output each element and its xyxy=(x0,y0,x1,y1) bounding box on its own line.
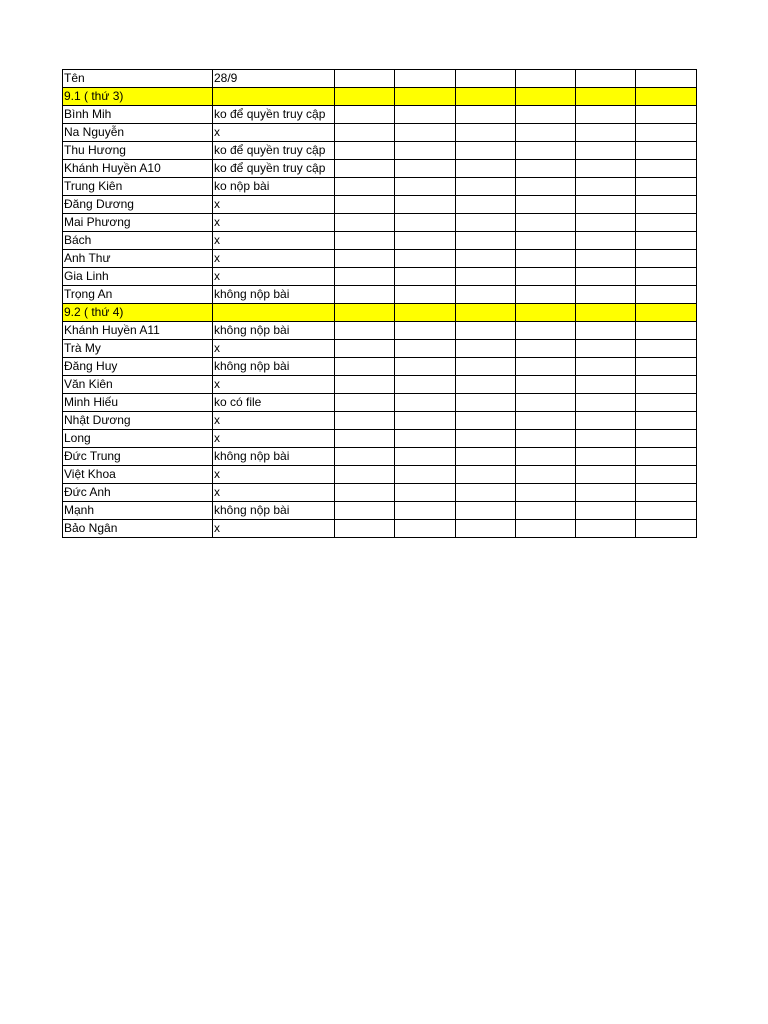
empty-cell[interactable] xyxy=(455,178,515,196)
empty-cell[interactable] xyxy=(515,196,575,214)
student-name-cell[interactable]: Đức Trung xyxy=(63,448,213,466)
empty-cell[interactable] xyxy=(335,376,395,394)
empty-cell[interactable] xyxy=(576,376,636,394)
header-date-cell[interactable]: 28/9 xyxy=(213,70,335,88)
student-row xyxy=(63,268,697,286)
empty-cell[interactable] xyxy=(455,358,515,376)
student-row xyxy=(63,430,697,448)
status-cell[interactable]: x xyxy=(213,250,335,268)
empty-cell[interactable] xyxy=(335,196,395,214)
empty-cell[interactable] xyxy=(515,268,575,286)
empty-cell[interactable] xyxy=(515,358,575,376)
empty-cell[interactable] xyxy=(636,268,696,286)
student-name-cell[interactable]: Anh Thư xyxy=(63,250,213,268)
status-cell[interactable] xyxy=(213,304,335,322)
status-cell[interactable]: x xyxy=(213,412,335,430)
empty-cell[interactable] xyxy=(515,340,575,358)
empty-cell[interactable] xyxy=(335,430,395,448)
empty-cell[interactable] xyxy=(455,232,515,250)
empty-cell[interactable] xyxy=(395,178,455,196)
status-cell[interactable]: x xyxy=(213,484,335,502)
empty-cell[interactable] xyxy=(576,196,636,214)
empty-cell[interactable] xyxy=(576,340,636,358)
header-row xyxy=(63,70,697,88)
empty-cell[interactable] xyxy=(576,70,636,88)
empty-cell[interactable] xyxy=(335,466,395,484)
empty-cell[interactable] xyxy=(636,376,696,394)
student-row xyxy=(63,502,697,520)
student-row xyxy=(63,466,697,484)
empty-cell[interactable] xyxy=(455,142,515,160)
empty-cell[interactable] xyxy=(395,358,455,376)
empty-cell[interactable] xyxy=(576,412,636,430)
empty-cell[interactable] xyxy=(515,466,575,484)
empty-cell[interactable] xyxy=(455,304,515,322)
student-name-cell[interactable]: Đức Anh xyxy=(63,484,213,502)
empty-cell[interactable] xyxy=(395,124,455,142)
empty-cell[interactable] xyxy=(455,268,515,286)
status-cell[interactable]: x xyxy=(213,124,335,142)
status-cell[interactable]: x xyxy=(213,376,335,394)
empty-cell[interactable] xyxy=(395,520,455,538)
header-name-cell[interactable]: Tên xyxy=(63,70,213,88)
empty-cell[interactable] xyxy=(335,286,395,304)
empty-cell[interactable] xyxy=(455,88,515,106)
empty-cell[interactable] xyxy=(395,214,455,232)
empty-cell[interactable] xyxy=(455,124,515,142)
empty-cell[interactable] xyxy=(335,520,395,538)
empty-cell[interactable] xyxy=(335,232,395,250)
empty-cell[interactable] xyxy=(335,70,395,88)
empty-cell[interactable] xyxy=(455,322,515,340)
empty-cell[interactable] xyxy=(515,124,575,142)
empty-cell[interactable] xyxy=(636,178,696,196)
empty-cell[interactable] xyxy=(455,196,515,214)
status-cell[interactable]: không nộp bài xyxy=(213,502,335,520)
empty-cell[interactable] xyxy=(515,322,575,340)
empty-cell[interactable] xyxy=(335,106,395,124)
empty-cell[interactable] xyxy=(455,160,515,178)
status-cell[interactable]: x xyxy=(213,466,335,484)
empty-cell[interactable] xyxy=(636,286,696,304)
group-header-row xyxy=(63,304,697,322)
empty-cell[interactable] xyxy=(395,502,455,520)
empty-cell[interactable] xyxy=(515,502,575,520)
student-name-cell[interactable]: Bách xyxy=(63,232,213,250)
student-name-cell[interactable]: Khánh Huyền A10 xyxy=(63,160,213,178)
empty-cell[interactable] xyxy=(636,448,696,466)
student-row xyxy=(63,376,697,394)
empty-cell[interactable] xyxy=(335,214,395,232)
student-name-cell[interactable]: Trà My xyxy=(63,340,213,358)
status-cell[interactable]: x xyxy=(213,520,335,538)
status-cell[interactable]: ko nộp bài xyxy=(213,178,335,196)
status-cell[interactable]: không nộp bài xyxy=(213,322,335,340)
empty-cell[interactable] xyxy=(576,286,636,304)
empty-cell[interactable] xyxy=(576,250,636,268)
empty-cell[interactable] xyxy=(515,412,575,430)
empty-cell[interactable] xyxy=(455,448,515,466)
student-name-cell[interactable]: Mạnh xyxy=(63,502,213,520)
empty-cell[interactable] xyxy=(636,502,696,520)
status-cell[interactable]: ko có file xyxy=(213,394,335,412)
status-cell[interactable]: ko để quyền truy cập xyxy=(213,106,335,124)
empty-cell[interactable] xyxy=(576,394,636,412)
empty-cell[interactable] xyxy=(335,142,395,160)
empty-cell[interactable] xyxy=(515,286,575,304)
empty-cell[interactable] xyxy=(395,394,455,412)
empty-cell[interactable] xyxy=(395,340,455,358)
empty-cell[interactable] xyxy=(576,214,636,232)
empty-cell[interactable] xyxy=(515,160,575,178)
empty-cell[interactable] xyxy=(636,232,696,250)
student-name-cell[interactable]: Nhật Dương xyxy=(63,412,213,430)
empty-cell[interactable] xyxy=(515,250,575,268)
empty-cell[interactable] xyxy=(576,520,636,538)
empty-cell[interactable] xyxy=(395,232,455,250)
empty-cell[interactable] xyxy=(455,502,515,520)
empty-cell[interactable] xyxy=(576,106,636,124)
student-name-cell[interactable]: Gia Linh xyxy=(63,268,213,286)
empty-cell[interactable] xyxy=(576,142,636,160)
empty-cell[interactable] xyxy=(636,88,696,106)
empty-cell[interactable] xyxy=(335,412,395,430)
empty-cell[interactable] xyxy=(335,304,395,322)
empty-cell[interactable] xyxy=(636,466,696,484)
empty-cell[interactable] xyxy=(576,484,636,502)
student-name-cell[interactable]: Trung Kiên xyxy=(63,178,213,196)
student-row xyxy=(63,322,697,340)
student-row xyxy=(63,484,697,502)
student-row xyxy=(63,358,697,376)
status-cell[interactable]: x xyxy=(213,340,335,358)
group-label-cell[interactable]: 9.1 ( thứ 3) xyxy=(63,88,213,106)
student-row xyxy=(63,142,697,160)
empty-cell[interactable] xyxy=(395,412,455,430)
empty-cell[interactable] xyxy=(636,394,696,412)
empty-cell[interactable] xyxy=(576,466,636,484)
empty-cell[interactable] xyxy=(395,448,455,466)
empty-cell[interactable] xyxy=(515,448,575,466)
status-cell[interactable]: ko để quyền truy cập xyxy=(213,160,335,178)
empty-cell[interactable] xyxy=(636,340,696,358)
empty-cell[interactable] xyxy=(515,70,575,88)
student-name-cell[interactable]: Mai Phương xyxy=(63,214,213,232)
empty-cell[interactable] xyxy=(335,268,395,286)
empty-cell[interactable] xyxy=(515,304,575,322)
empty-cell[interactable] xyxy=(455,250,515,268)
student-name-cell[interactable]: Đăng Dương xyxy=(63,196,213,214)
empty-cell[interactable] xyxy=(455,412,515,430)
student-row xyxy=(63,412,697,430)
student-name-cell[interactable]: Long xyxy=(63,430,213,448)
empty-cell[interactable] xyxy=(636,160,696,178)
empty-cell[interactable] xyxy=(576,268,636,286)
empty-cell[interactable] xyxy=(515,394,575,412)
group-header-row xyxy=(63,88,697,106)
student-row xyxy=(63,340,697,358)
empty-cell[interactable] xyxy=(515,484,575,502)
student-row xyxy=(63,106,697,124)
status-cell[interactable]: x xyxy=(213,430,335,448)
empty-cell[interactable] xyxy=(455,340,515,358)
empty-cell[interactable] xyxy=(335,178,395,196)
empty-cell[interactable] xyxy=(515,232,575,250)
student-name-cell[interactable]: Khánh Huyền A11 xyxy=(63,322,213,340)
empty-cell[interactable] xyxy=(576,430,636,448)
status-cell[interactable]: không nộp bài xyxy=(213,448,335,466)
empty-cell[interactable] xyxy=(335,322,395,340)
empty-cell[interactable] xyxy=(335,484,395,502)
empty-cell[interactable] xyxy=(515,106,575,124)
empty-cell[interactable] xyxy=(395,484,455,502)
empty-cell[interactable] xyxy=(636,520,696,538)
status-cell[interactable]: không nộp bài xyxy=(213,286,335,304)
group-label-cell[interactable]: 9.2 ( thứ 4) xyxy=(63,304,213,322)
empty-cell[interactable] xyxy=(335,250,395,268)
empty-cell[interactable] xyxy=(395,250,455,268)
empty-cell[interactable] xyxy=(455,466,515,484)
empty-cell[interactable] xyxy=(395,196,455,214)
attendance-sheet xyxy=(62,69,697,538)
empty-cell[interactable] xyxy=(636,322,696,340)
empty-cell[interactable] xyxy=(395,376,455,394)
student-row xyxy=(63,124,697,142)
empty-cell[interactable] xyxy=(636,304,696,322)
student-row xyxy=(63,394,697,412)
empty-cell[interactable] xyxy=(576,448,636,466)
empty-cell[interactable] xyxy=(515,142,575,160)
student-row xyxy=(63,250,697,268)
empty-cell[interactable] xyxy=(395,106,455,124)
empty-cell[interactable] xyxy=(395,430,455,448)
student-row xyxy=(63,448,697,466)
student-row xyxy=(63,196,697,214)
empty-cell[interactable] xyxy=(455,484,515,502)
empty-cell[interactable] xyxy=(636,106,696,124)
student-name-cell[interactable]: Trọng An xyxy=(63,286,213,304)
empty-cell[interactable] xyxy=(335,502,395,520)
empty-cell[interactable] xyxy=(576,160,636,178)
empty-cell[interactable] xyxy=(335,358,395,376)
status-cell[interactable]: x xyxy=(213,232,335,250)
empty-cell[interactable] xyxy=(636,358,696,376)
empty-cell[interactable] xyxy=(576,304,636,322)
empty-cell[interactable] xyxy=(395,70,455,88)
student-row xyxy=(63,178,697,196)
empty-cell[interactable] xyxy=(515,178,575,196)
empty-cell[interactable] xyxy=(395,88,455,106)
student-name-cell[interactable]: Đăng Huy xyxy=(63,358,213,376)
student-name-cell[interactable]: Việt Khoa xyxy=(63,466,213,484)
empty-cell[interactable] xyxy=(335,340,395,358)
student-row xyxy=(63,232,697,250)
empty-cell[interactable] xyxy=(455,376,515,394)
student-name-cell[interactable]: Bảo Ngân xyxy=(63,520,213,538)
empty-cell[interactable] xyxy=(395,160,455,178)
empty-cell[interactable] xyxy=(576,322,636,340)
status-cell[interactable]: x xyxy=(213,214,335,232)
empty-cell[interactable] xyxy=(395,466,455,484)
student-row xyxy=(63,214,697,232)
empty-cell[interactable] xyxy=(636,70,696,88)
empty-cell[interactable] xyxy=(335,88,395,106)
empty-cell[interactable] xyxy=(335,394,395,412)
empty-cell[interactable] xyxy=(636,214,696,232)
student-row xyxy=(63,286,697,304)
empty-cell[interactable] xyxy=(455,214,515,232)
empty-cell[interactable] xyxy=(576,88,636,106)
empty-cell[interactable] xyxy=(455,520,515,538)
empty-cell[interactable] xyxy=(515,430,575,448)
empty-cell[interactable] xyxy=(515,88,575,106)
empty-cell[interactable] xyxy=(455,106,515,124)
status-cell[interactable] xyxy=(213,88,335,106)
empty-cell[interactable] xyxy=(455,286,515,304)
empty-cell[interactable] xyxy=(576,124,636,142)
empty-cell[interactable] xyxy=(335,160,395,178)
empty-cell[interactable] xyxy=(335,448,395,466)
status-cell[interactable]: ko để quyền truy cập xyxy=(213,142,335,160)
student-name-cell[interactable]: Thu Hương xyxy=(63,142,213,160)
empty-cell[interactable] xyxy=(395,268,455,286)
status-cell[interactable]: x xyxy=(213,196,335,214)
empty-cell[interactable] xyxy=(636,412,696,430)
empty-cell[interactable] xyxy=(636,430,696,448)
student-name-cell[interactable]: Na Nguyễn xyxy=(63,124,213,142)
empty-cell[interactable] xyxy=(515,376,575,394)
empty-cell[interactable] xyxy=(515,214,575,232)
empty-cell[interactable] xyxy=(636,142,696,160)
student-name-cell[interactable]: Minh Hiếu xyxy=(63,394,213,412)
student-row xyxy=(63,160,697,178)
empty-cell[interactable] xyxy=(455,70,515,88)
empty-cell[interactable] xyxy=(455,430,515,448)
empty-cell[interactable] xyxy=(335,124,395,142)
empty-cell[interactable] xyxy=(576,502,636,520)
sheet-body xyxy=(63,70,697,538)
student-name-cell[interactable]: Bình Mih xyxy=(63,106,213,124)
empty-cell[interactable] xyxy=(576,178,636,196)
empty-cell[interactable] xyxy=(395,304,455,322)
empty-cell[interactable] xyxy=(576,232,636,250)
empty-cell[interactable] xyxy=(395,322,455,340)
empty-cell[interactable] xyxy=(576,358,636,376)
empty-cell[interactable] xyxy=(395,142,455,160)
empty-cell[interactable] xyxy=(395,286,455,304)
empty-cell[interactable] xyxy=(636,484,696,502)
empty-cell[interactable] xyxy=(455,394,515,412)
status-cell[interactable]: x xyxy=(213,268,335,286)
empty-cell[interactable] xyxy=(636,124,696,142)
student-row xyxy=(63,520,697,538)
empty-cell[interactable] xyxy=(515,520,575,538)
empty-cell[interactable] xyxy=(636,250,696,268)
status-cell[interactable]: không nộp bài xyxy=(213,358,335,376)
student-name-cell[interactable]: Văn Kiên xyxy=(63,376,213,394)
empty-cell[interactable] xyxy=(636,196,696,214)
